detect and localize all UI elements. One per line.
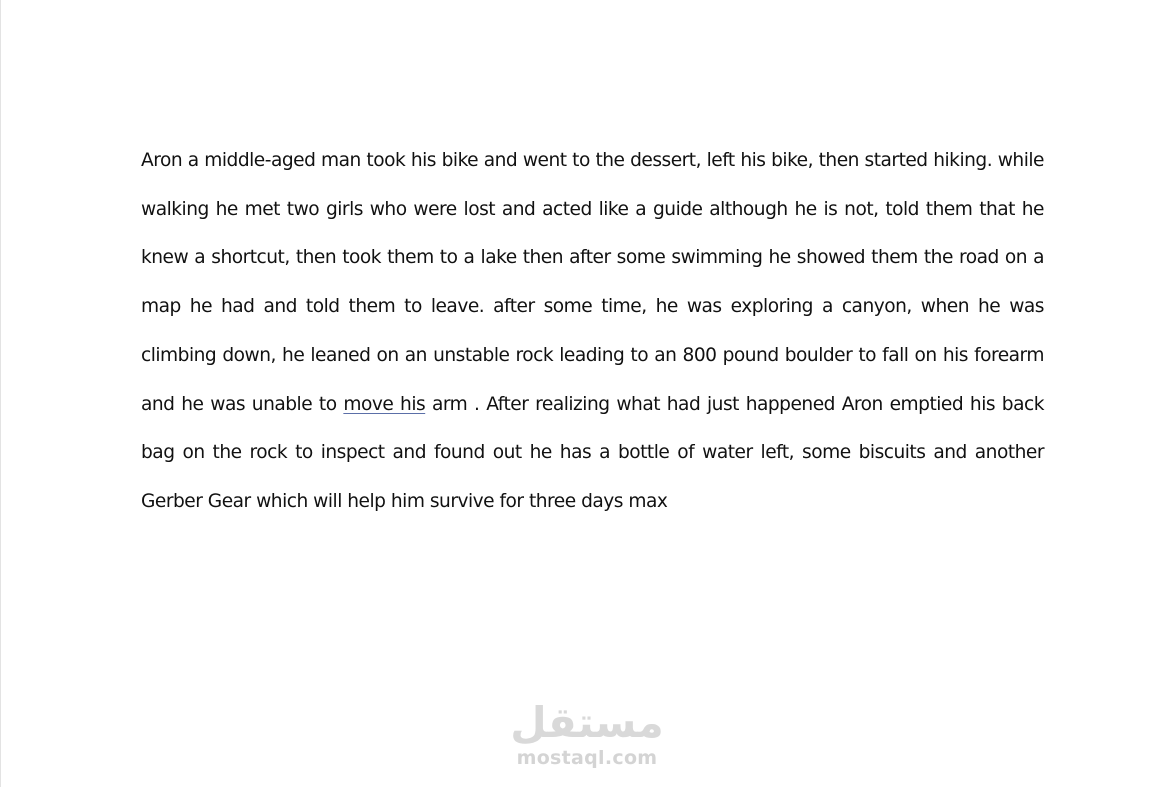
- body-paragraph: [141, 137, 1044, 527]
- watermark-arabic-text: مستقل: [510, 698, 664, 747]
- paragraph-line-7: bag on the rock to inspect and found out he has a bottle of water left, some biscuits and another: [141, 442, 1044, 464]
- line-6-text-before: and he was unable to: [141, 393, 344, 415]
- line-6-text-after: arm . After realizing what had just happened Aron emptied his back: [425, 393, 1044, 415]
- paragraph-line-8: Gerber Gear which will help him survive for three days max: [141, 490, 668, 512]
- watermark-latin-text: mostaql.com: [516, 747, 658, 769]
- paragraph-line-3: knew a shortcut, then took them to a lake then after some swimming he showed them the road on a: [141, 247, 1044, 269]
- mostaql-watermark: [501, 698, 673, 768]
- grammar-flagged-phrase[interactable]: move his: [343, 393, 426, 415]
- paragraph-line-5: climbing down, he leaned on an unstable rock leading to an 800 pound boulder to fall on his forearm: [141, 344, 1044, 366]
- paragraph-line-2: walking he met two girls who were lost and acted like a guide although he is not, told them that he: [141, 198, 1044, 220]
- paragraph-line-4: map he had and told them to leave. after some time, he was exploring a canyon, when he was: [141, 296, 1044, 318]
- paragraph-line-1: Aron a middle-aged man took his bike and went to the dessert, left his bike, then started hiking. while: [141, 150, 1044, 171]
- paragraph-line-6: [141, 381, 1044, 430]
